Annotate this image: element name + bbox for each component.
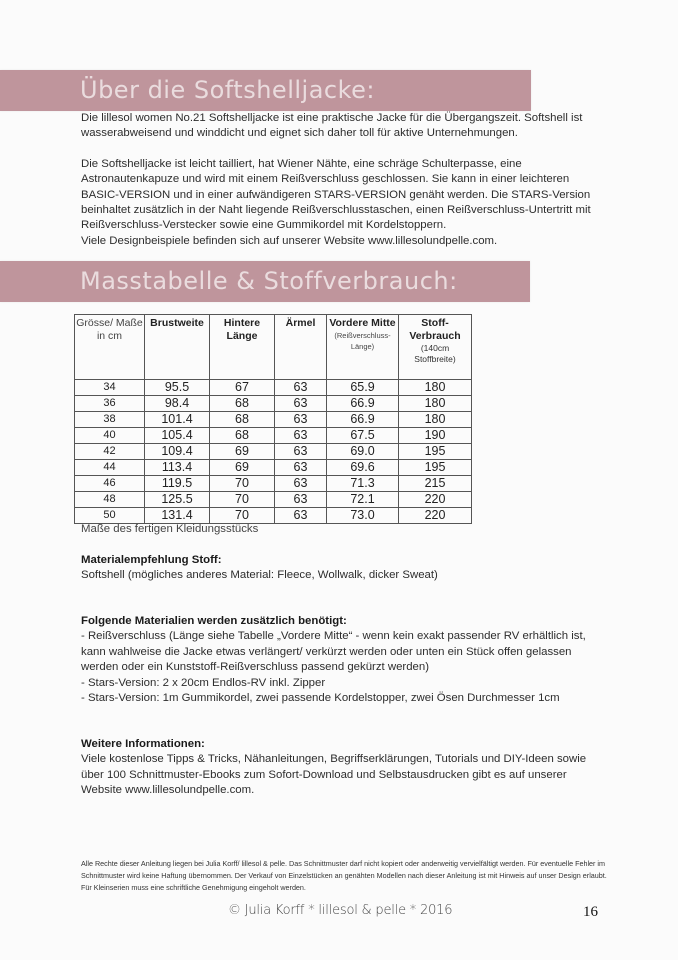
- table-cell: 180: [399, 396, 472, 412]
- table-cell: 50: [75, 508, 145, 524]
- material-heading: Materialempfehlung Stoff:: [81, 554, 222, 566]
- header-sleeve: Ärmel: [275, 315, 327, 380]
- footer-copyright: © Julia Korff * lillesol & pelle * 2016: [228, 903, 453, 918]
- additional-item: - Reißverschluss (Länge siehe Tabelle „Vordere Mitte“ - wenn kein exakt passender RV erhältlich ist, kann wahlweise die Jacke etwas verlängert/ verkürzt werden oder unten ein Stück offen gelassen werden oder ein Kunststoff-Reißverschluss passend gekürzt werden): [81, 630, 586, 674]
- table-cell: 215: [399, 476, 472, 492]
- table-row: [75, 492, 472, 508]
- table-cell: 69: [210, 460, 275, 476]
- page-number: 16: [583, 904, 598, 920]
- table-cell: 63: [275, 380, 327, 396]
- header-back-length: Hintere Länge: [210, 315, 275, 380]
- info-text: Viele kostenlose Tipps & Tricks, Nähanleitungen, Begriffserklärungen, Tutorials und DIY-Ideen sowie über 100 Schnittmuster-Ebooks zum Sofort-Download und Selbstausdrucken gibt es auf unserer Website www.lillesolundpelle.com.: [81, 753, 587, 797]
- size-table: [74, 314, 472, 524]
- additional-item: - Stars-Version: 2 x 20cm Endlos-RV inkl. Zipper: [81, 676, 326, 689]
- table-cell: 67.5: [327, 428, 399, 444]
- table-cell: 71.3: [327, 476, 399, 492]
- table-cell: 63: [275, 476, 327, 492]
- table-cell: 34: [75, 380, 145, 396]
- table-caption: Maße des fertigen Kleidungsstücks: [81, 523, 259, 535]
- section-band-about: [0, 70, 531, 111]
- table-cell: 98.4: [145, 396, 210, 412]
- table-cell: 95.5: [145, 380, 210, 396]
- table-cell: 180: [399, 412, 472, 428]
- table-cell: 68: [210, 428, 275, 444]
- table-cell: 63: [275, 508, 327, 524]
- table-row: [75, 396, 472, 412]
- table-header-row: [75, 315, 472, 380]
- table-cell: 70: [210, 476, 275, 492]
- table-row: [75, 460, 472, 476]
- table-cell: 42: [75, 444, 145, 460]
- about-paragraph: Die lillesol women No.21 Softshelljacke ist eine praktische Jacke für die Übergangszeit. Softshell ist wasserabweisend und winddicht und eignet sich daher toll für aktive Unternehmungen.: [81, 112, 583, 140]
- legal-notice: Alle Rechte dieser Anleitung liegen bei Julia Korff/ lillesol & pelle. Das Schnittmuster darf nicht kopiert oder anderweitig vervielfältigt werden. Für eventuelle Fehler im Schnittmuster wird keine Haftung übernommen. Der Verkauf von Einzelstücken an genähten Modellen nach dieser Anleitung ist mit Hinweis auf unser Design erlaubt. Für Kleinserien muss eine schriftliche Genehmigung eingeholt werden.: [81, 859, 607, 893]
- header-fabric: Stoff-Verbrauch (140cm Stoffbreite): [399, 315, 472, 380]
- table-cell: 44: [75, 460, 145, 476]
- table-cell: 63: [275, 444, 327, 460]
- table-cell: 69.6: [327, 460, 399, 476]
- table-cell: 40: [75, 428, 145, 444]
- table-cell: 69.0: [327, 444, 399, 460]
- info-block: [81, 737, 601, 799]
- info-heading: Weitere Informationen:: [81, 738, 205, 750]
- table-cell: 195: [399, 460, 472, 476]
- table-cell: 63: [275, 460, 327, 476]
- table-cell: 36: [75, 396, 145, 412]
- table-row: [75, 428, 472, 444]
- section-title-about: Über die Softshelljacke:: [80, 76, 375, 104]
- about-paragraph: Die Softshelljacke ist leicht tailliert, hat Wiener Nähte, eine schräge Schulterpasse, eine Astronautenkapuze und wird mit einem Reißverschluss geschlossen. Sie kann in einer leichteren BASIC-VERSION und in einer aufwändigeren STARS-VERSION genäht werden. Die STARS-Version beinhaltet zusätzlich in der Naht liegende Reißverschlusstaschen, einen Reißverschluss-Untertritt mit Reißverschluss-Verstecker sowie eine Gummikordel mit Kordelstoppern.: [81, 157, 591, 232]
- table-cell: 220: [399, 492, 472, 508]
- table-cell: 46: [75, 476, 145, 492]
- table-cell: 73.0: [327, 508, 399, 524]
- table-row: [75, 508, 472, 524]
- table-cell: 67: [210, 380, 275, 396]
- table-cell: 65.9: [327, 380, 399, 396]
- table-cell: 63: [275, 412, 327, 428]
- additional-heading: Folgende Materialien werden zusätzlich benötigt:: [81, 615, 347, 627]
- about-text: [81, 111, 601, 249]
- table-cell: 105.4: [145, 428, 210, 444]
- table-row: [75, 412, 472, 428]
- table-cell: 195: [399, 444, 472, 460]
- header-chest: Brustweite: [145, 315, 210, 380]
- table-cell: 63: [275, 492, 327, 508]
- table-cell: 113.4: [145, 460, 210, 476]
- material-text: Softshell (mögliches anderes Material: Fleece, Wollwalk, dicker Sweat): [81, 569, 438, 582]
- table-row: [75, 444, 472, 460]
- table-cell: 63: [275, 428, 327, 444]
- header-size: Grösse/ Maße in cm: [75, 315, 145, 380]
- table-cell: 72.1: [327, 492, 399, 508]
- table-cell: 70: [210, 508, 275, 524]
- section-band-table: [0, 261, 530, 302]
- table-cell: 69: [210, 444, 275, 460]
- additional-block: [81, 614, 601, 706]
- about-paragraph: Viele Designbeispiele befinden sich auf unserer Website www.lillesolundpelle.com.: [81, 234, 498, 247]
- table-cell: 63: [275, 396, 327, 412]
- table-cell: 48: [75, 492, 145, 508]
- table-cell: 220: [399, 508, 472, 524]
- table-row: [75, 380, 472, 396]
- table-cell: 66.9: [327, 412, 399, 428]
- table-cell: 190: [399, 428, 472, 444]
- header-front-center: Vordere Mitte (Reißverschluss-Länge): [327, 315, 399, 380]
- table-cell: 68: [210, 396, 275, 412]
- table-cell: 131.4: [145, 508, 210, 524]
- additional-item: - Stars-Version: 1m Gummikordel, zwei passende Kordelstopper, zwei Ösen Durchmesser 1cm: [81, 692, 560, 705]
- material-block: [81, 553, 601, 584]
- table-cell: 68: [210, 412, 275, 428]
- table-cell: 119.5: [145, 476, 210, 492]
- table-cell: 66.9: [327, 396, 399, 412]
- section-title-table: Masstabelle & Stoffverbrauch:: [80, 267, 458, 295]
- table-cell: 38: [75, 412, 145, 428]
- table-cell: 101.4: [145, 412, 210, 428]
- table-row: [75, 476, 472, 492]
- table-cell: 180: [399, 380, 472, 396]
- table-cell: 109.4: [145, 444, 210, 460]
- table-cell: 70: [210, 492, 275, 508]
- table-cell: 125.5: [145, 492, 210, 508]
